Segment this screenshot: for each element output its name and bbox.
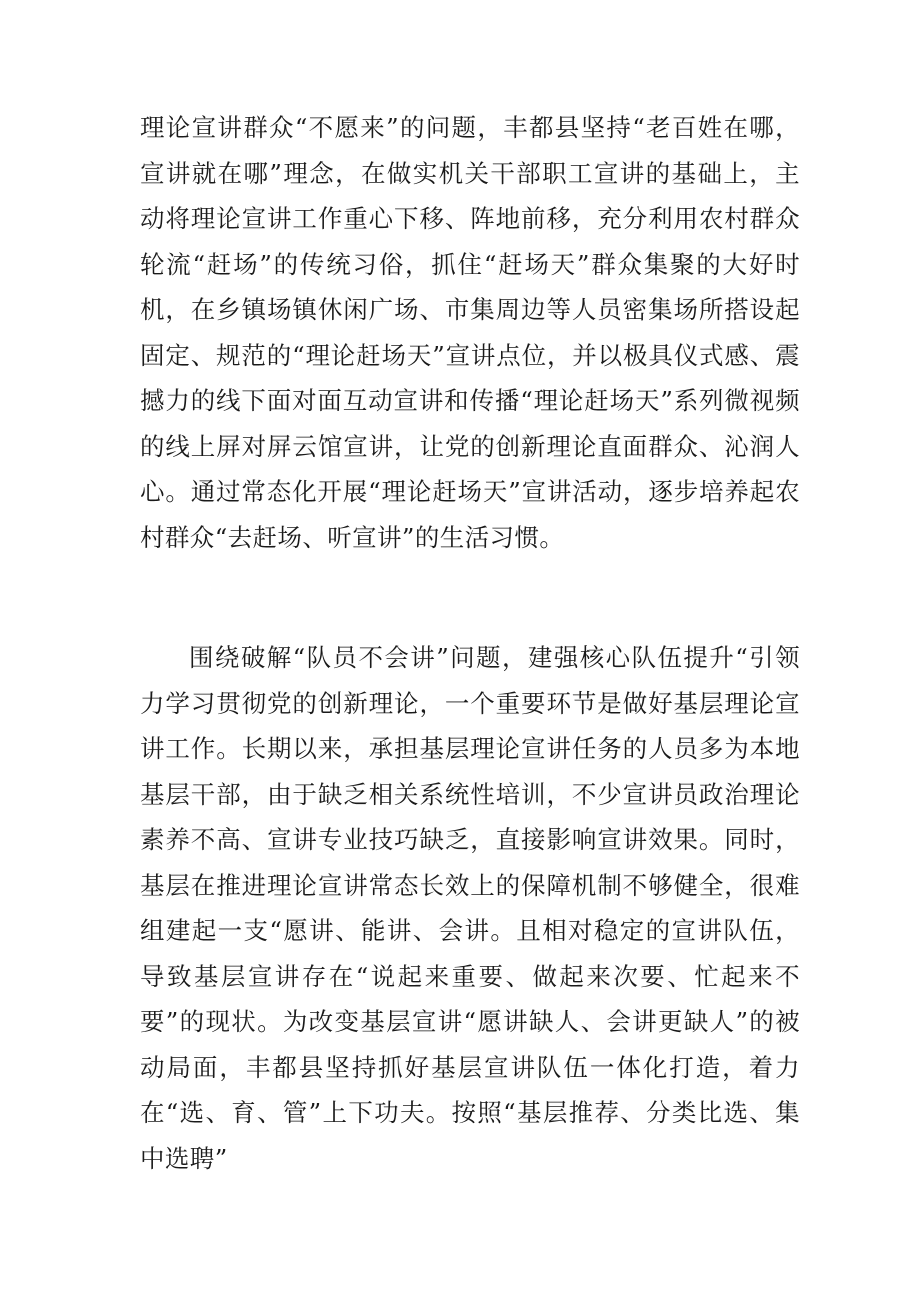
body-paragraph: 理论宣讲群众“不愿来”的问题，丰都县坚持“老百姓在哪，宣讲就在哪”理念，在做实机关干部职工宣讲的基础上，主动将理论宣讲工作重心下移、阵地前移，充分利用农村群众轮流“赶场”的传统习俗，抓住“赶场天”群众集聚的大好时机，在乡镇场镇休闲广场、市集周边等人员密集场所搭设起固定、规范的“理论赶场天”宣讲点位，并以极具仪式感、震撼力的线下面对面互动宣讲和传播“理论赶场天”系列微视频的线上屏对屏云馆宣讲，让党的创新理论直面群众、沁润人心。通过常态化开展“理论赶场天”宣讲活动，逐步培养起农村群众“去赶场、听宣讲”的生活习惯。	[140, 113, 800, 552]
body-paragraph: 围绕破解“队员不会讲”问题，建强核心队伍提升“引领力学习贯彻党的创新理论，一个重要环节是做好基层理论宣讲工作。长期以来，承担基层理论宣讲任务的人员多为本地基层干部，由于缺乏相关系统性培训，不少宣讲员政治理论素养不高、宣讲专业技巧缺乏，直接影响宣讲效果。同时，基层在推进理论宣讲常态长效上的保障机制不够健全，很难组建起一支“愿讲、能讲、会讲。且相对稳定的宣讲队伍，导致基层宣讲存在“说起来重要、做起来次要、忙起来不要”的现状。为改变基层宣讲“愿讲缺人、会讲更缺人”的被动局面，丰都县坚持抓好基层宣讲队伍一体化打造，着力在“选、育、管”上下功夫。按照“基层推荐、分类比选、集中选聘”	[140, 643, 800, 1173]
